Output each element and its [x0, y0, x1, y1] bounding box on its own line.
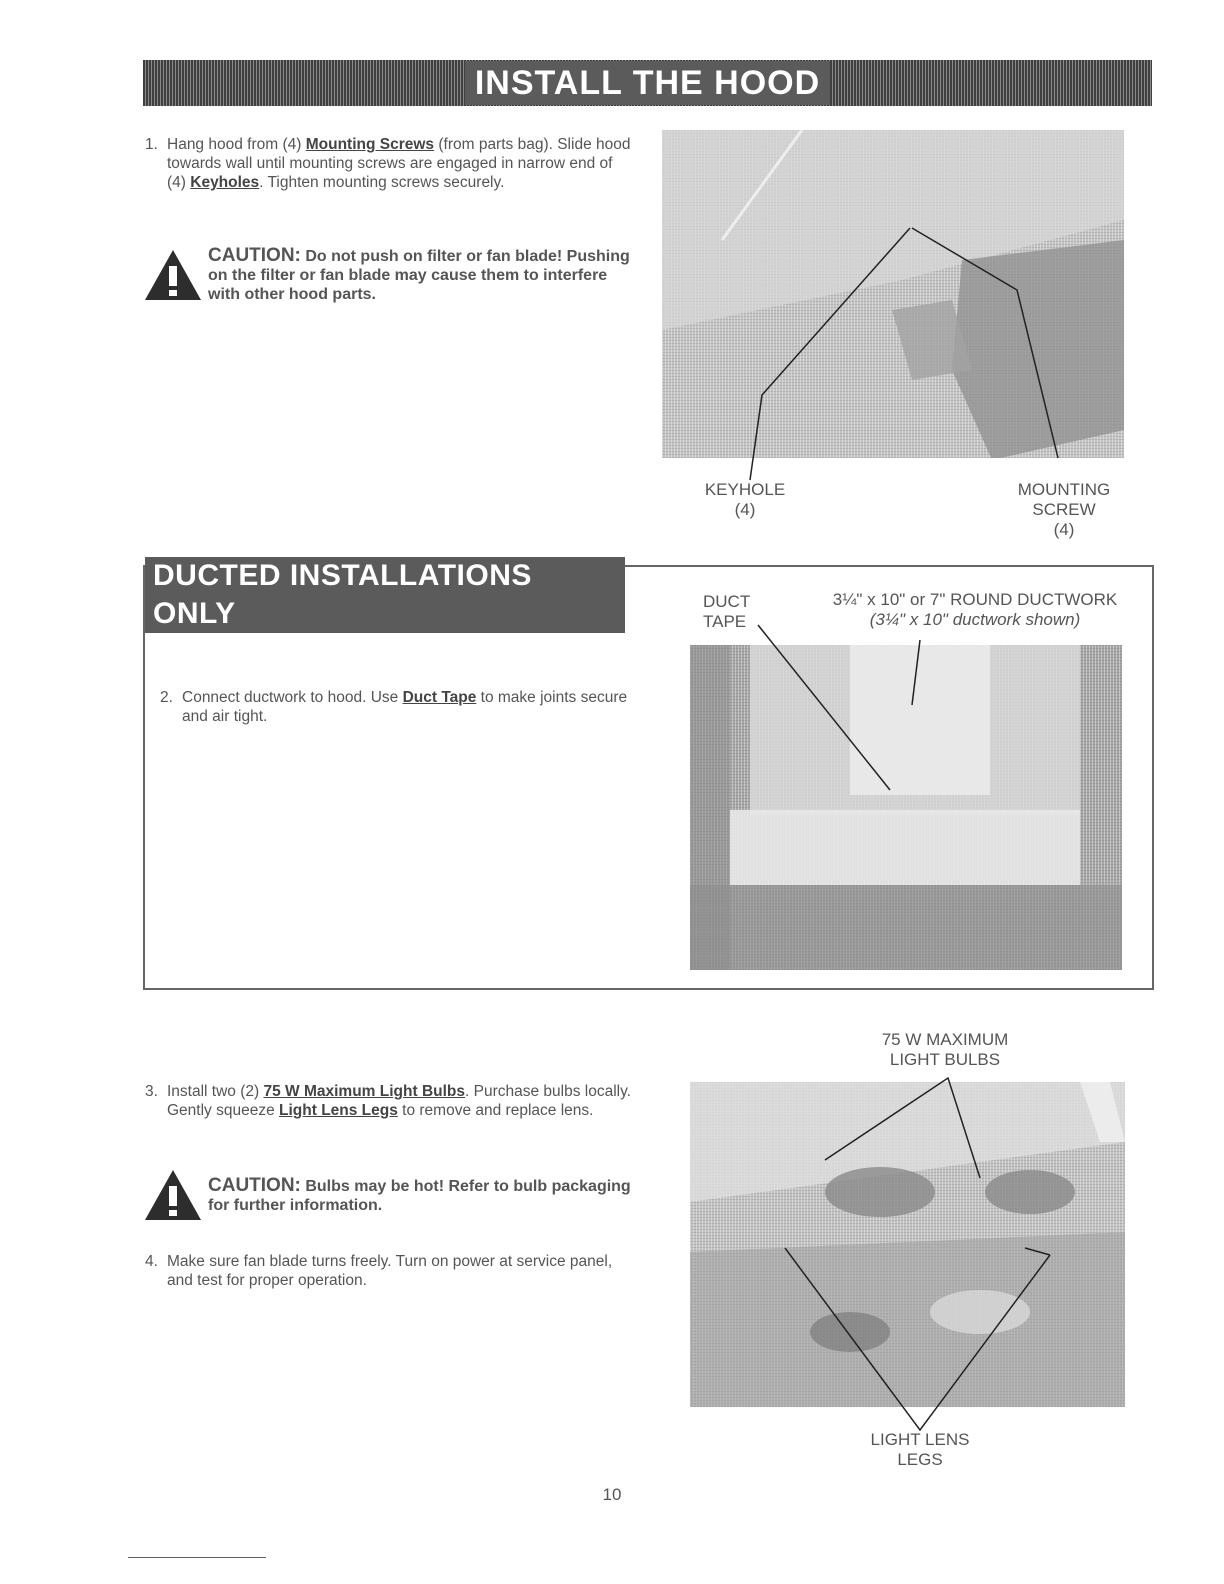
step-2	[160, 688, 635, 726]
caution-2	[208, 1176, 638, 1215]
step-number: 1.	[145, 136, 158, 153]
ducted-banner	[145, 559, 625, 630]
footer-rule	[128, 1557, 266, 1558]
section-banner	[143, 60, 1152, 106]
step-number: 2.	[160, 689, 173, 706]
caution-text: Bulbs may be hot! Refer to bulb packaging for further information.	[208, 1178, 631, 1214]
mounting-screws-term: Mounting Screws	[305, 136, 435, 153]
step-number: 3.	[145, 1083, 158, 1100]
mounting-screw-label: MOUNTING SCREW (4)	[1017, 480, 1111, 539]
light-bulbs-term: 75 W Maximum Light Bulbs	[263, 1083, 465, 1100]
keyholes-term: Keyholes	[190, 174, 260, 191]
warning-triangle-icon	[143, 1168, 203, 1222]
step-number: 4.	[145, 1253, 158, 1270]
section-title: INSTALL THE HOOD	[465, 61, 830, 105]
caution-1	[208, 246, 638, 304]
step-1	[145, 135, 635, 192]
caution-text: Do not push on filter or fan blade! Pushing on the filter or fan blade may cause them to interfere with other hood parts.	[208, 248, 630, 303]
step-3	[145, 1082, 635, 1120]
photo2-callout-lines	[690, 595, 1130, 805]
light-bulbs-label: 75 W MAXIMUM LIGHT BULBS	[881, 1030, 1009, 1069]
warning-triangle-icon	[143, 248, 203, 302]
duct-tape-term: Duct Tape	[402, 689, 477, 706]
light-lens-legs-label: LIGHT LENS LEGS	[870, 1430, 970, 1469]
step-text: Hang hood from (4) Mounting Screws (from parts bag). Slide hood towards wall until mounting screws are engaged in narrow end of (4) Keyholes. Tighten mounting screws securely.	[167, 136, 631, 191]
photo3-callout-lines	[690, 1070, 1130, 1440]
photo1-callout-lines	[662, 130, 1124, 490]
page-number: 10	[602, 1485, 622, 1504]
step-text: Connect ductwork to hood. Use Duct Tape to make joints secure and air tight.	[182, 689, 628, 725]
caution-heading: CAUTION:	[208, 245, 301, 266]
step-4	[145, 1252, 635, 1290]
step-text: Install two (2) 75 W Maximum Light Bulbs. Purchase bulbs locally. Gently squeeze Light Lens Legs to remove and replace lens.	[167, 1083, 631, 1119]
light-lens-legs-term: Light Lens Legs	[279, 1102, 398, 1119]
ducted-title: DUCTED INSTALLATIONS ONLY	[145, 557, 625, 633]
keyhole-label: KEYHOLE (4)	[704, 480, 786, 519]
caution-heading: CAUTION:	[208, 1175, 301, 1196]
ductwork-label: 3¼" x 10" or 7" ROUND DUCTWORK (3¼" x 10" ductwork shown)	[832, 590, 1118, 629]
step-text: Make sure fan blade turns freely. Turn on power at service panel, and test for proper operation.	[167, 1253, 613, 1289]
duct-tape-label: DUCT TAPE	[703, 592, 751, 631]
